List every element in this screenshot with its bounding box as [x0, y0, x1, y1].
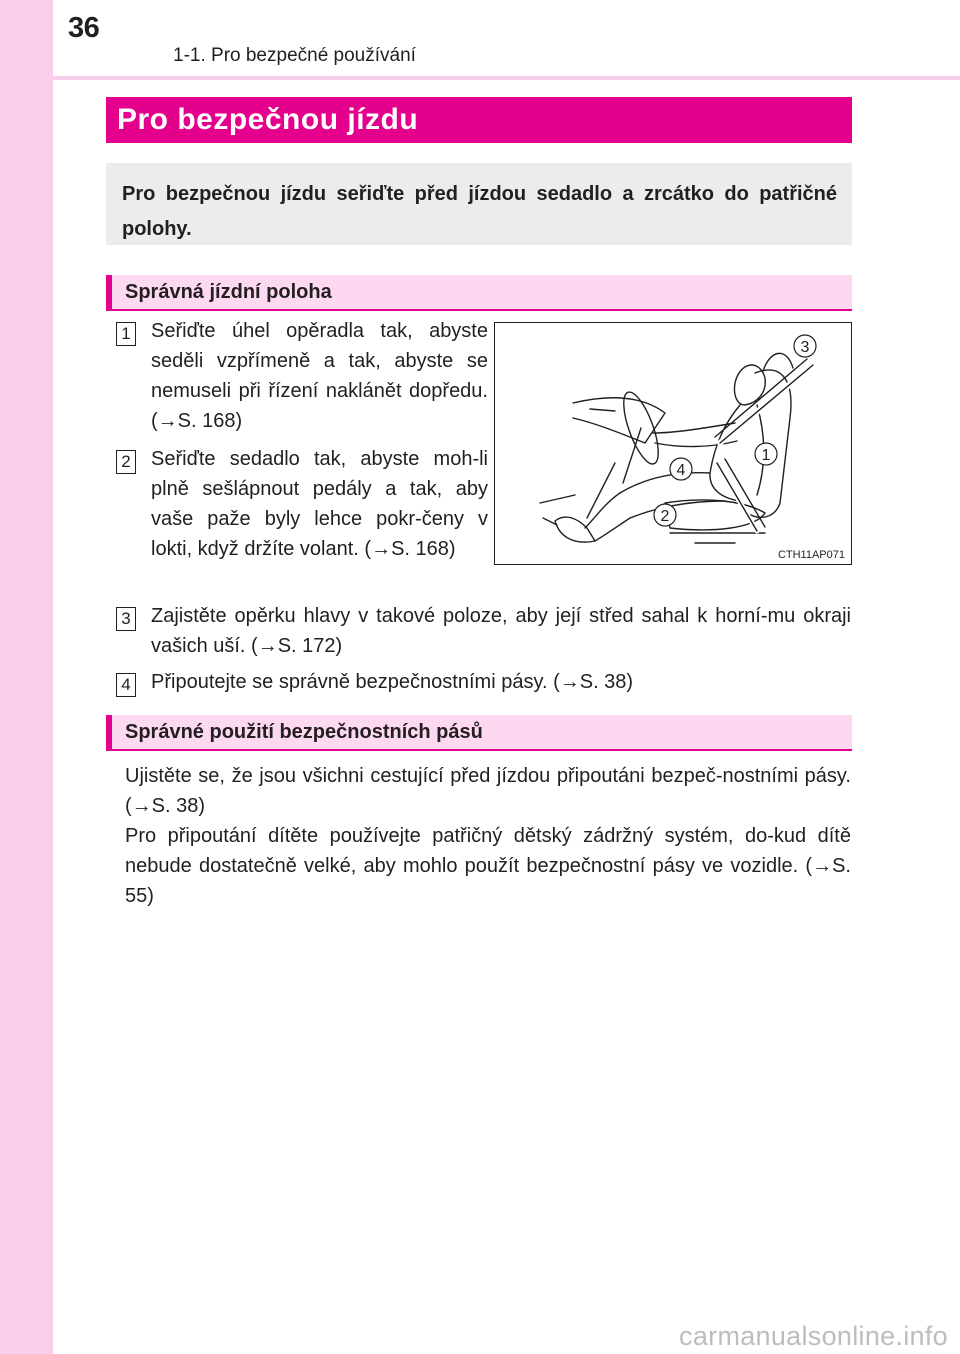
instruction-item: Zajistěte opěrku hlavy v takové poloze, aby její střed sahal k horní-mu okraji vašich uší. (→S. 172): [151, 605, 851, 657]
watermark: carmanualsonline.info: [679, 1321, 948, 1351]
running-header: 1-1. Pro bezpečné používání: [173, 45, 416, 66]
instruction-item: Připoutejte se správně bezpečnostními pásy. (→S. 38): [151, 671, 634, 693]
driver-seat-drawing: [495, 323, 853, 566]
callout-3: 3: [800, 339, 810, 356]
intro-box: Pro bezpečnou jízdu seřiďte před jízdou sedadlo a zrcátko do patřičné polohy.: [106, 163, 852, 245]
item-number-badge: 4: [116, 673, 136, 697]
subheading-label: Správné použití bezpečnostních pásů: [125, 720, 483, 743]
callout-2: 2: [660, 508, 670, 525]
item-number-badge: 1: [116, 322, 136, 346]
instruction-item: Seřiďte úhel opěradla tak, abyste seděli vzpřímeně a tak, abyste se nemuseli při řízení naklánět dopředu. (→S. 168): [151, 320, 488, 432]
subheading-label: Správná jízdní poloha: [125, 280, 332, 303]
header-rule: [53, 76, 960, 80]
seatbelt-paragraph: Ujistěte se, že jsou všichni cestující před jízdou připoutáni bezpeč-nostními pásy. (→S. 38): [125, 765, 851, 817]
callout-4: 4: [676, 462, 686, 479]
figure-code: CTH11AP071: [777, 549, 845, 561]
instruction-item: Seřiďte sedadlo tak, abyste moh-li plně sešlápnout pedály a tak, aby vaše paže byly lehce pokr-čeny v lokti, když držíte volant. (→S. 168): [151, 448, 488, 560]
item-number-badge: 3: [116, 607, 136, 631]
page-number: 36: [68, 12, 100, 44]
subheading-driving-position: [106, 275, 852, 311]
side-color-strip: [0, 0, 53, 1354]
section-title-bar: [106, 97, 852, 143]
subheading-seatbelt-use: [106, 715, 852, 751]
driving-position-illustration: [494, 322, 852, 565]
item-number-badge: 2: [116, 450, 136, 474]
section-title: Pro bezpečnou jízdu: [117, 103, 419, 136]
callout-1: 1: [761, 447, 771, 464]
seatbelt-paragraph: Pro připoutání dítěte používejte patřičný dětský zádržný systém, do-kud dítě nebude dostatečně velké, aby mohlo použít bezpečnostní pásy ve vozidle. (→S. 55): [125, 825, 851, 907]
